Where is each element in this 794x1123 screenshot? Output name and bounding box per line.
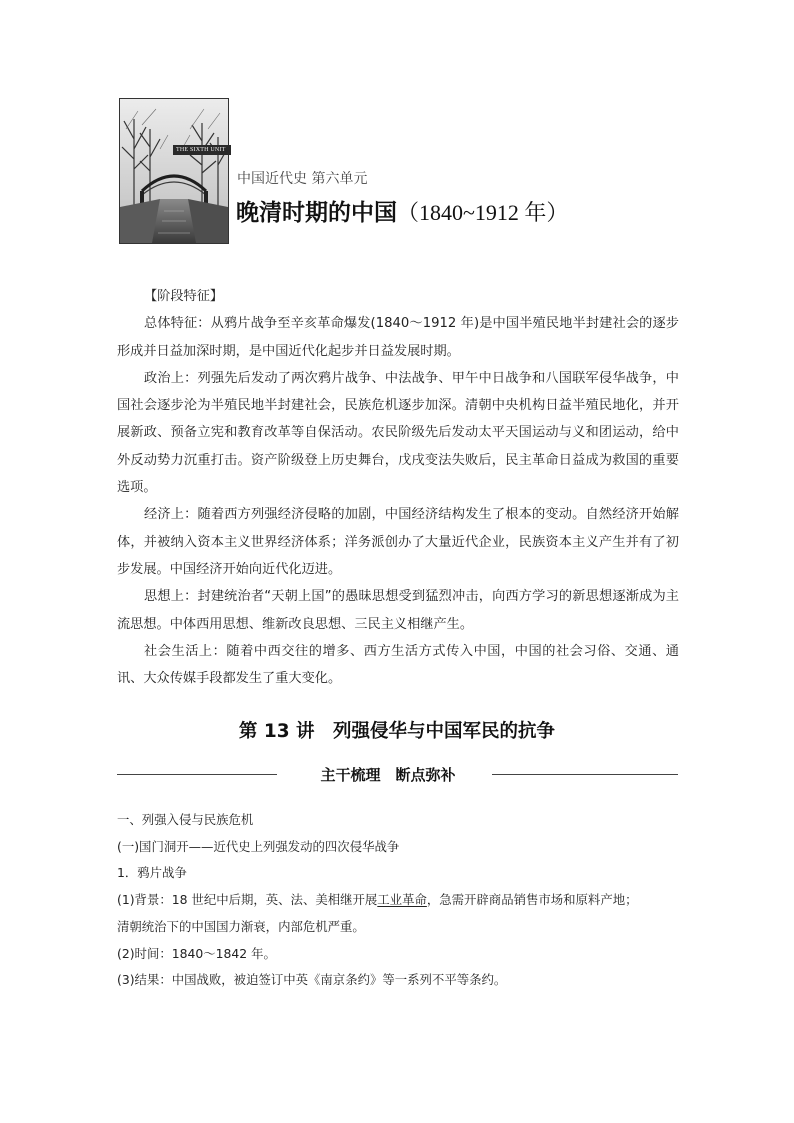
time-line: (2)时间：1840～1842 年。 bbox=[117, 945, 276, 961]
background-line bbox=[117, 887, 682, 914]
divider-line-right bbox=[492, 774, 678, 775]
unit-cover-photo bbox=[119, 98, 229, 244]
political-paragraph: 政治上：列强先后发动了两次鸦片战争、中法战争、甲午中日战争和八国联军侵华战争，中国社会逐步沦为半殖民地半封建社会，民族危机逐步加深。清朝中央机构日益半殖民地化，并开展新政、预备立宪和教育改革等自保活动。农民阶级先后发动太平天国运动与义和团运动，给中外反动势力沉重打击。资产阶级登上历史舞台，戊戌变法失败后，民主革命日益成为救国的重要选项。 bbox=[117, 370, 679, 496]
background-suffix: ，急需开辟商品销售市场和原料产地； bbox=[426, 892, 638, 908]
ideology-paragraph: 思想上：封建统治者“天朝上国”的愚昧思想受到猛烈冲击，向西方学习的新思想逐渐成为主流思想。中体西用思想、维新改良思想、三民主义相继产生。 bbox=[117, 589, 679, 632]
background-line-2: 清朝统治下的中国国力渐衰，内部危机严重。 bbox=[117, 918, 365, 934]
social-life-paragraph: 社会生活上：随着中西交往的增多、西方生活方式传入中国，中国的社会习俗、交通、通讯、大众传媒手段都发生了重大变化。 bbox=[117, 643, 679, 687]
overall-feature-paragraph: 总体特征：从鸦片战争至辛亥革命爆发(1840～1912 年)是中国半殖民地半封建社会的逐步形成并日益加深时期，是中国近代化起步并日益发展时期。 bbox=[117, 316, 679, 359]
divider-line-left bbox=[117, 774, 277, 775]
background-prefix: (1)背景：18 世纪中后期，英、法、美相继开展 bbox=[117, 892, 378, 908]
stage-features-heading: 【阶段特征】 bbox=[144, 289, 224, 304]
unit-title-years: （1840~1912 年） bbox=[397, 200, 569, 225]
industrial-revolution-term: 工业革命 bbox=[377, 892, 427, 908]
outline-heading-1: 一、列强入侵与民族危机 bbox=[117, 812, 254, 827]
unit-photo-caption: THE SIXTH UNIT bbox=[173, 145, 231, 155]
section-divider bbox=[117, 764, 678, 786]
outline-heading-2: (一)国门洞开——近代史上列强发动的四次侵华战争 bbox=[117, 838, 400, 854]
unit-title bbox=[236, 194, 568, 227]
unit-subtitle: 中国近代史 第六单元 bbox=[237, 171, 368, 187]
unit-title-text: 晚清时期的中国 bbox=[236, 200, 397, 226]
outline-content bbox=[117, 807, 682, 994]
stage-features bbox=[117, 283, 679, 692]
outline-heading-3: 1．鸦片战争 bbox=[117, 865, 187, 881]
economic-paragraph: 经济上：随着西方列强经济侵略的加剧，中国经济结构发生了根本的变动。自然经济开始解体，并被纳入资本主义世界经济体系；洋务派创办了大量近代企业，民族资本主义产生并有了初步发展。中国经济开始向近代化迈进。 bbox=[117, 507, 679, 577]
lecture-title: 第 13 讲 列强侵华与中国军民的抗争 bbox=[238, 721, 556, 742]
result-line: (3)结果：中国战败，被迫签订中英《南京条约》等一系列不平等条约。 bbox=[117, 972, 507, 988]
section-label: 主干梳理 断点弥补 bbox=[320, 766, 456, 784]
